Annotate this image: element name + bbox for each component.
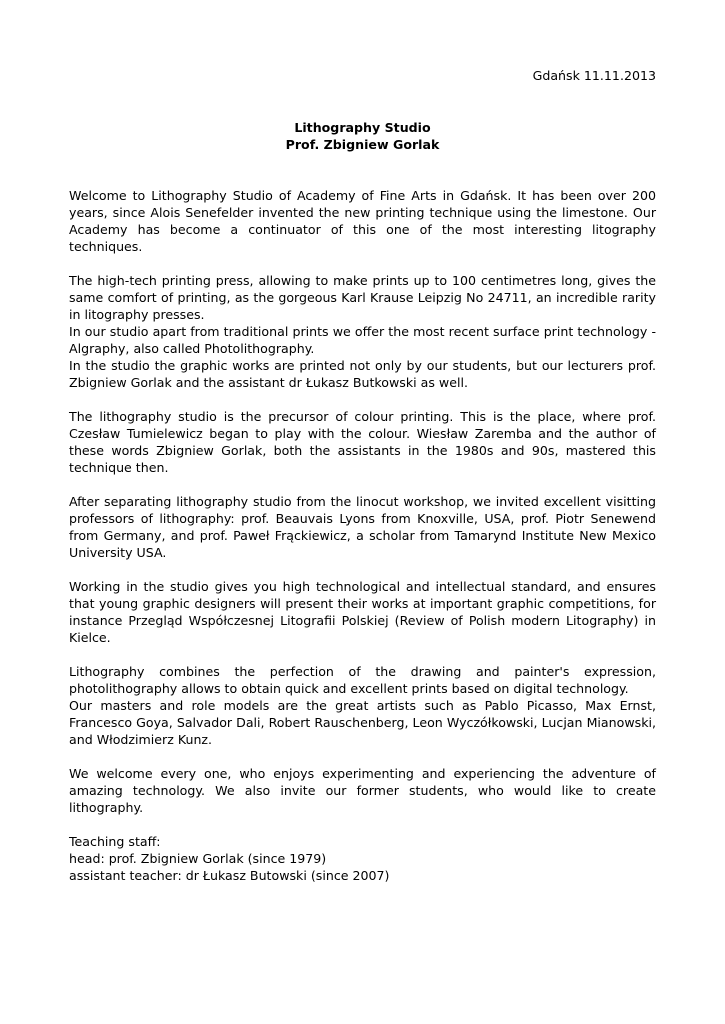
document-body — [69, 187, 656, 884]
professor-name: Prof. Zbigniew Gorlak — [285, 137, 440, 152]
paragraph-competitions: Working in the studio gives you high technological and intellectual standard, and ensures that young graphic designers will present their works at important graphic competitions, for instance Przegląd Współczesnej Litografii Polskiej (Review of Polish modern Litography) in Kielce. — [69, 579, 656, 645]
paragraph-colour-printing: The lithography studio is the precursor of colour printing. This is the place, where prof. Czesław Tumielewicz began to play with the colour. Wiesław Zaremba and the author of these words Zbigniew Gorlak, both the assistants in the 1980s and 90s, mastered this technique then. — [69, 409, 656, 475]
staff-assistant: assistant teacher: dr Łukasz Butowski (since 2007) — [69, 868, 390, 883]
teaching-staff — [69, 833, 656, 884]
paragraph-welcome: Welcome to Lithography Studio of Academy of Fine Arts in Gdańsk. It has been over 200 years, since Alois Senefelder invented the new printing technique using the limestone. Our Academy has become a continuator of this one of the most interesting litography techniques. — [69, 188, 656, 254]
studio-title: Lithography Studio — [294, 120, 431, 135]
paragraph-visiting-professors: After separating lithography studio from the linocut workshop, we invited excellent visitting professors of lithography: prof. Beauvais Lyons from Knoxville, USA, prof. Piotr Senewend from Germany, and prof. Paweł Frąckiewicz, a scholar from Tamarynd Institute New Mexico University USA. — [69, 494, 656, 560]
paragraph-role-models: Our masters and role models are the great artists such as Pablo Picasso, Max Ernst, Francesco Goya, Salvador Dali, Robert Rauschenberg, Leon Wyczółkowski, Lucjan Mianowski, and Włodzimierz Kunz. — [69, 698, 656, 747]
paragraph-photolithography: Lithography combines the perfection of the drawing and painter's expression, photolithography allows to obtain quick and excellent prints based on digital technology. — [69, 664, 656, 696]
document-heading — [69, 119, 656, 153]
document-date: Gdańsk 11.11.2013 — [532, 68, 656, 83]
paragraph-invitation: We welcome every one, who enjoys experimenting and experiencing the adventure of amazing technology. We also invite our former students, who would like to create lithography. — [69, 766, 656, 815]
paragraph-lecturers: In the studio the graphic works are printed not only by our students, but our lecturers prof. Zbigniew Gorlak and the assistant dr Łukasz Butkowski as well. — [69, 358, 656, 390]
teaching-staff-label: Teaching staff: — [69, 834, 161, 849]
paragraph-printing-press: The high-tech printing press, allowing to make prints up to 100 centimetres long, gives the same comfort of printing, as the gorgeous Karl Krause Leipzig No 24711, an incredible rarity in litography presses. — [69, 273, 656, 322]
staff-head: head: prof. Zbigniew Gorlak (since 1979) — [69, 851, 327, 866]
paragraph-algraphy: In our studio apart from traditional prints we offer the most recent surface print technology - Algraphy, also called Photolithography. — [69, 324, 656, 356]
